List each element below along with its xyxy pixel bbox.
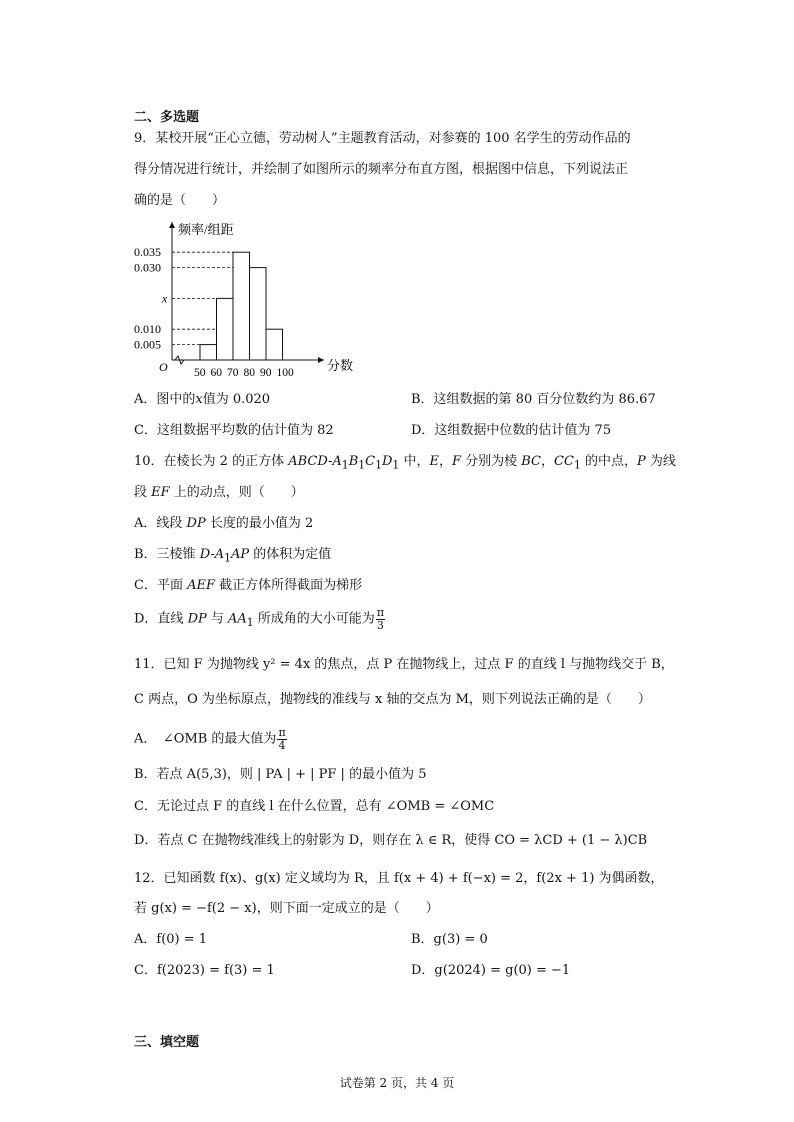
y-tick-label: 0.005 xyxy=(134,337,161,352)
q10-text: 上的动点，则（ ） xyxy=(169,485,304,500)
q10-b-sub: 1 xyxy=(224,551,232,565)
fraction-denominator: 3 xyxy=(376,618,384,632)
q10-c-math: AEF xyxy=(187,578,215,593)
histogram-bar xyxy=(217,298,234,360)
q10-option-d[interactable] xyxy=(134,607,386,631)
q12-stem-line2: 若 g(x) = −f(2 − x)，则下面一定成立的是（ ） xyxy=(134,901,439,916)
x-tick-label: 80 xyxy=(243,367,255,379)
q10-math: EF xyxy=(151,485,170,500)
q10-stem-line1 xyxy=(134,455,676,471)
q9-option-a-post: 值为 0.020 xyxy=(202,392,271,407)
q12-option-a[interactable]: A．f(0) = 1 xyxy=(134,932,208,947)
q10-text: 10．在棱长为 2 的正方体 xyxy=(134,454,289,469)
q10-a-text: 长度的最小值为 2 xyxy=(205,516,314,531)
q10-sub: 1 xyxy=(358,458,366,472)
q10-sub: 1 xyxy=(375,458,382,472)
q12-option-b[interactable]: B．g(3) = 0 xyxy=(411,932,488,947)
x-tick-label: 70 xyxy=(227,367,239,379)
q9-option-b[interactable]: B．这组数据的第 80 百分位数约为 86.67 xyxy=(411,392,656,407)
q10-text: 中， xyxy=(399,454,430,469)
histogram-bar xyxy=(250,268,267,360)
q12-stem-line1: 12．已知函数 f(x)、g(x) 定义域均为 R，且 f(x + 4) + f(−x) = 2，f(2x + 1) 为偶函数， xyxy=(134,871,664,886)
q10-d-math: DP xyxy=(187,611,207,627)
fraction-numerator: π xyxy=(376,606,385,619)
q10-math: F xyxy=(451,454,461,469)
x-tick-label: 90 xyxy=(260,367,272,379)
q9-option-a[interactable] xyxy=(134,393,270,406)
histogram-chart xyxy=(128,214,354,384)
q10-d-fraction xyxy=(376,607,385,631)
q10-text: ， xyxy=(438,454,452,469)
q10-c-text: C．平面 xyxy=(134,578,188,593)
origin-label: O xyxy=(159,360,168,374)
q9-stem-line1: 9．某校开展“正心立德，劳动树人”主题教育活动，对参赛的 100 名学生的劳动作品的 xyxy=(134,131,631,146)
y-tick-label: 0.010 xyxy=(134,322,161,337)
q11-option-a[interactable] xyxy=(134,727,288,751)
x-tick-label: 100 xyxy=(276,367,294,379)
q11-stem-line1: 11．已知 F 为抛物线 y² = 4x 的焦点，点 P 在抛物线上，过点 F 的直线 l 与抛物线交于 B， xyxy=(134,657,674,672)
x-tick-label: 60 xyxy=(210,367,222,379)
q11-a-text: A． ∠OMB 的最大值为 xyxy=(134,731,277,747)
q11-a-fraction xyxy=(277,727,286,751)
q10-d-math: AA xyxy=(228,611,247,627)
q10-d-text: D．直线 xyxy=(134,611,188,627)
y-tick-label: 0.035 xyxy=(134,245,161,260)
q10-b-text: 的体积为定值 xyxy=(249,547,332,562)
histogram-bar xyxy=(266,329,283,360)
q10-option-c[interactable] xyxy=(134,579,362,592)
q9-option-a-var: x xyxy=(195,392,203,407)
q9-option-c[interactable]: C．这组数据平均数的估计值为 82 xyxy=(134,423,334,438)
q10-stem-line2 xyxy=(134,486,304,499)
q10-c-text: 截正方体所得截面为梯形 xyxy=(215,578,363,593)
q9-option-d[interactable]: D．这组数据中位数的估计值为 75 xyxy=(411,423,612,438)
q10-a-math: DP xyxy=(186,516,206,531)
q12-option-d[interactable]: D．g(2024) = g(0) = −1 xyxy=(411,963,571,978)
q10-text: ， xyxy=(541,454,555,469)
q10-b-text: B．三棱锥 xyxy=(134,547,200,562)
q11-option-d[interactable]: D．若点 C 在抛物线准线上的射影为 D，则存在 λ ∈ R，使得 CO = λCD + (1 − λ)CB xyxy=(134,833,648,848)
q10-sub: 1 xyxy=(341,458,349,472)
q10-math: E xyxy=(429,454,439,469)
q11-stem-line2: C 两点，O 为坐标原点，抛物线的准线与 x 轴的交点为 M，则下列说法正确的是（ ） xyxy=(134,692,651,707)
histogram-bar xyxy=(233,252,250,360)
q10-option-b[interactable] xyxy=(134,548,331,564)
q10-math: ABCD-A xyxy=(288,454,342,469)
x-axis-label: 分数 xyxy=(327,358,354,373)
q10-math: C xyxy=(365,454,376,469)
q10-math: D xyxy=(381,454,393,469)
q10-text: 段 xyxy=(134,485,152,500)
q10-sub: 1 xyxy=(392,458,400,472)
q10-text: 的中点， xyxy=(580,454,637,469)
q10-d-text: 与 xyxy=(206,611,228,627)
q11-option-c[interactable]: C．无论过点 F 的直线 l 在什么位置，总有 ∠OMB = ∠OMC xyxy=(134,799,495,814)
x-tick-label: 50 xyxy=(194,367,206,379)
q10-math: P xyxy=(636,454,646,469)
q10-b-math: AP xyxy=(231,547,250,562)
q10-text: 为线 xyxy=(645,454,676,469)
q9-stem-line3: 确的是（ ） xyxy=(134,193,226,208)
q10-d-text: 所成角的大小可能为 xyxy=(253,611,375,627)
page-footer: 试卷第 2 页，共 4 页 xyxy=(339,1076,455,1090)
y-tick-label: 0.030 xyxy=(134,260,161,275)
q12-option-c[interactable]: C．f(2023) = f(3) = 1 xyxy=(134,963,275,978)
q10-option-a[interactable] xyxy=(134,517,313,530)
y-axis-label: 频率/组距 xyxy=(178,222,234,237)
q10-b-math: D-A xyxy=(199,547,225,562)
histogram-bar xyxy=(200,345,217,360)
q10-d-sub: 1 xyxy=(246,616,254,630)
section-title-fill-blank: 三、填空题 xyxy=(134,1035,200,1050)
q10-math: CC xyxy=(554,454,574,469)
q10-a-text: A．线段 xyxy=(134,516,187,531)
y-tick-label: x xyxy=(162,291,168,306)
section-title-multi-choice: 二、多选题 xyxy=(134,110,200,125)
fraction-numerator: π xyxy=(278,726,286,739)
q10-text: 分别为棱 xyxy=(461,454,522,469)
q10-math: B xyxy=(348,454,359,469)
q10-math: BC xyxy=(521,454,542,469)
q9-stem-line2: 得分情况进行统计，并绘制了如图所示的频率分布直方图，根据图中信息，下列说法正 xyxy=(134,162,629,177)
q11-option-b[interactable]: B．若点 A(5,3)，则 | PA | + | PF | 的最小值为 5 xyxy=(134,767,427,782)
q10-sub: 1 xyxy=(573,458,581,472)
fraction-denominator: 4 xyxy=(278,738,286,752)
q9-option-a-pre: A．图中的 xyxy=(134,392,196,407)
